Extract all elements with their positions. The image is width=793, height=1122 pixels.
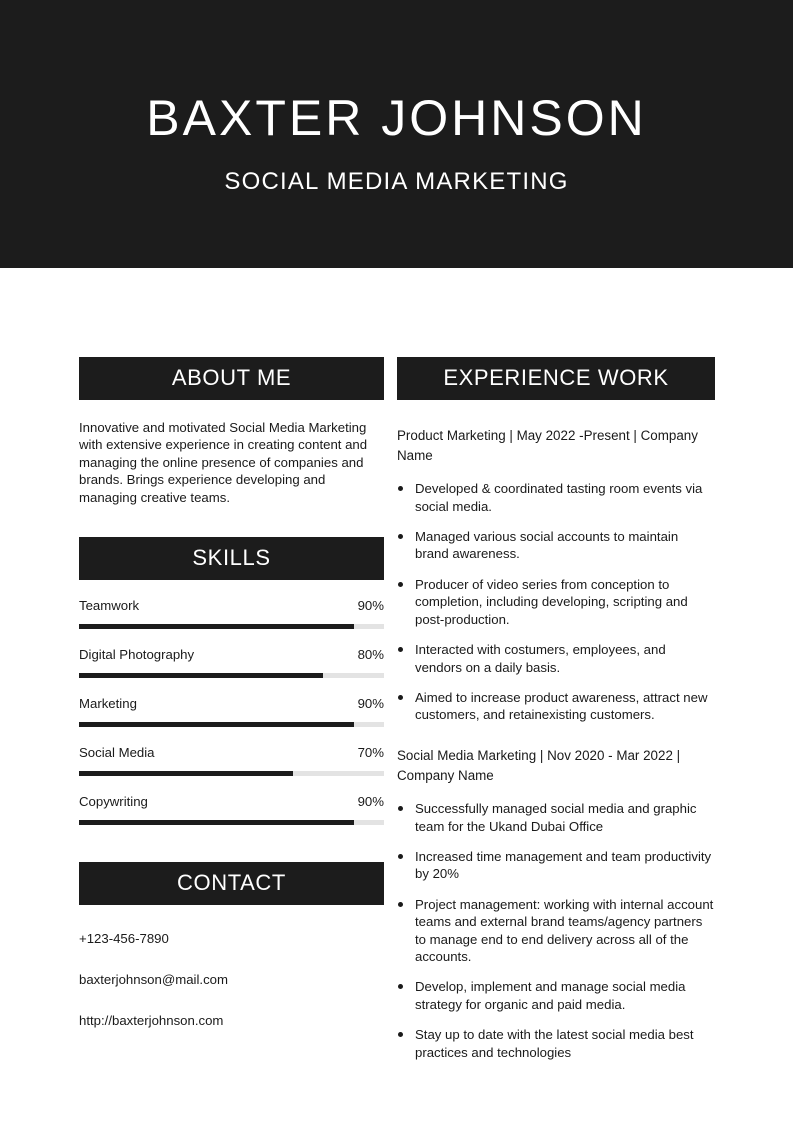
skill-item [79, 696, 384, 727]
job-bullet-list [397, 800, 715, 1061]
contact-section-title: CONTACT [79, 862, 384, 905]
about-section-title: ABOUT ME [79, 357, 384, 400]
skills-section [79, 537, 384, 825]
skill-label: Copywriting [79, 794, 148, 810]
page-title: BAXTER JOHNSON [146, 89, 647, 146]
skill-percent: 70% [357, 745, 384, 761]
skill-item [79, 647, 384, 678]
experience-job [397, 746, 715, 1061]
skill-percent: 80% [357, 647, 384, 663]
skill-percent: 90% [357, 598, 384, 614]
job-bullet: Interacted with costumers, employees, and vendors on a daily basis. [397, 641, 715, 676]
job-bullet: Developed & coordinated tasting room events via social media. [397, 480, 715, 515]
skill-item [79, 745, 384, 776]
experience-section-title: EXPERIENCE WORK [397, 357, 715, 400]
skill-bar [79, 673, 384, 678]
job-bullet: Stay up to date with the latest social media best practices and technologies [397, 1026, 715, 1061]
skill-bar-fill [79, 673, 323, 678]
job-bullet: Managed various social accounts to maintain brand awareness. [397, 528, 715, 563]
header-subtitle: SOCIAL MEDIA MARKETING [224, 167, 569, 195]
contact-phone[interactable]: +123-456-7890 [79, 931, 169, 947]
job-bullet: Project management: working with internal account teams and external brand teams/agency partners to manage end to end delivery across all of the accounts. [397, 896, 715, 966]
contact-section [79, 862, 384, 1028]
skill-bar [79, 722, 384, 727]
job-bullet: Develop, implement and manage social media strategy for organic and paid media. [397, 978, 715, 1013]
right-column [397, 357, 715, 1074]
skill-label: Digital Photography [79, 647, 195, 663]
job-bullet: Aimed to increase product awareness, attract new customers, and retainexisting customers. [397, 689, 715, 724]
skill-bar-fill [79, 722, 354, 727]
skill-percent: 90% [357, 696, 384, 712]
experience-job [397, 426, 715, 724]
contact-website[interactable]: http://baxterjohnson.com [79, 1013, 224, 1029]
skill-label: Social Media [79, 745, 155, 761]
left-column [79, 357, 384, 1074]
skill-percent: 90% [357, 794, 384, 810]
skill-label: Teamwork [79, 598, 140, 614]
job-bullet: Successfully managed social media and graphic team for the Ukand Dubai Office [397, 800, 715, 835]
resume-header [0, 0, 793, 268]
skill-bar-fill [79, 820, 354, 825]
skill-item [79, 794, 384, 825]
skill-bar [79, 624, 384, 629]
job-heading: Product Marketing | May 2022 -Present | Company Name [397, 428, 698, 464]
contact-email[interactable]: baxterjohnson@mail.com [79, 972, 228, 988]
job-bullet: Producer of video series from conception to completion, including developing, scripting and post-production. [397, 576, 715, 628]
skill-label: Marketing [79, 696, 137, 712]
skill-item [79, 598, 384, 629]
job-heading: Social Media Marketing | Nov 2020 - Mar 2022 | Company Name [397, 747, 681, 783]
job-bullet-list [397, 480, 715, 724]
skill-bar [79, 771, 384, 776]
skill-bar-fill [79, 624, 354, 629]
skill-bar [79, 820, 384, 825]
job-bullet: Increased time management and team productivity by 20% [397, 848, 715, 883]
skills-section-title: SKILLS [79, 537, 384, 580]
skill-bar-fill [79, 771, 293, 776]
resume-body [0, 268, 793, 1074]
about-text: Innovative and motivated Social Media Marketing with extensive experience in creating content and managing the online presence of companies and brands. Brings experience developing and managing creative teams. [79, 420, 368, 505]
